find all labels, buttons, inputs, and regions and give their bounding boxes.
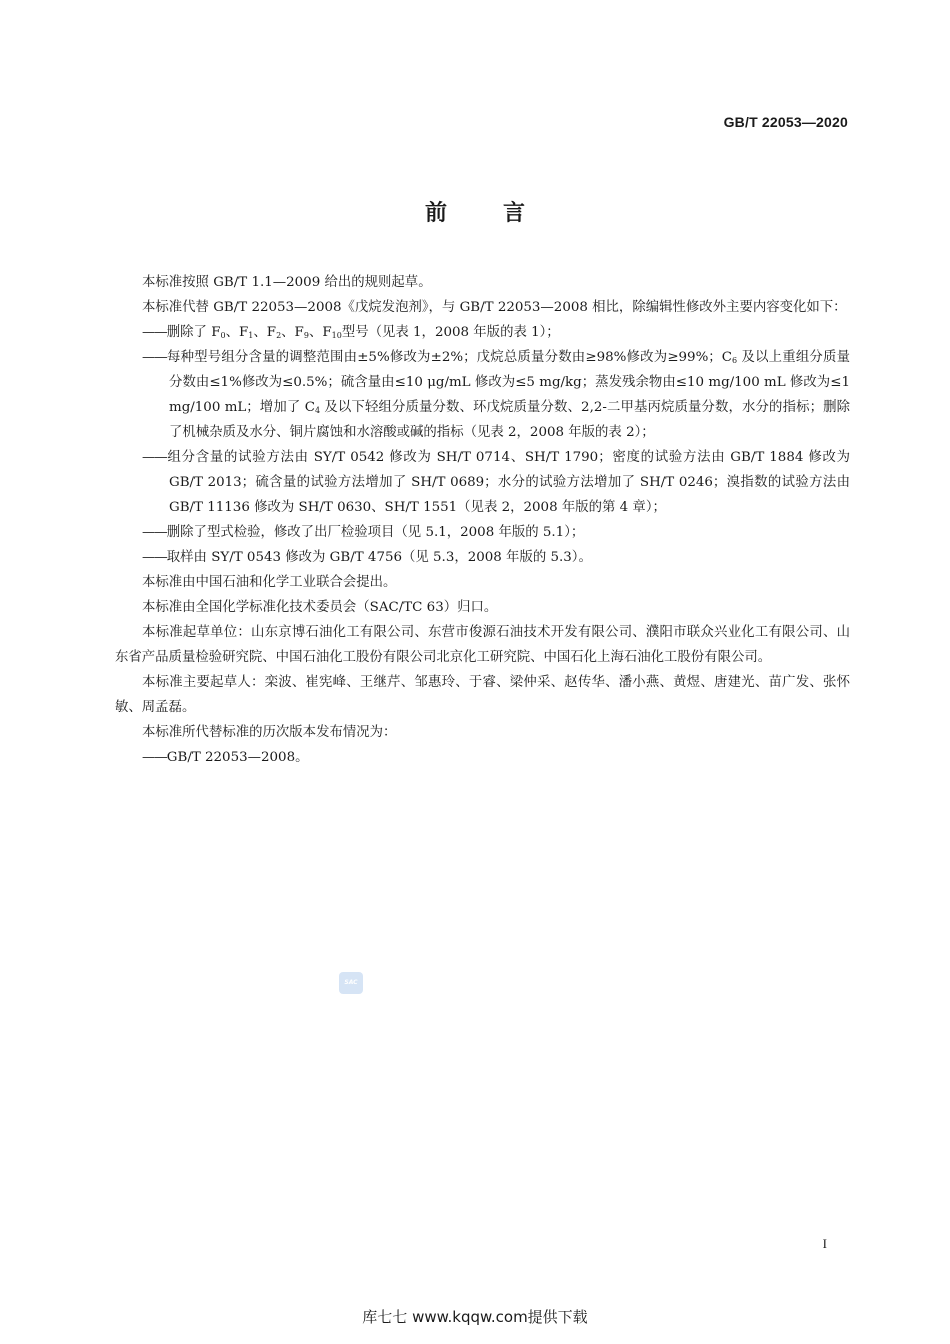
title-char-2: 言 bbox=[503, 201, 526, 226]
dash-marker: —— bbox=[142, 550, 167, 565]
dash-marker: —— bbox=[142, 525, 167, 540]
change-item-4: ——删除了型式检验，修改了出厂检验项目（见 5.1，2008 年版的 5.1）； bbox=[142, 525, 585, 540]
standard-number: GB/T 22053—2020 bbox=[723, 114, 848, 130]
paragraph-replacement: 本标准代替 GB/T 22053—2008《戊烷发泡剂》，与 GB/T 22053—2008 相比，除编辑性修改外主要内容变化如下： bbox=[142, 300, 847, 315]
history-item-1: ——GB/T 22053—2008。 bbox=[142, 750, 309, 765]
change-item-3: ——组分含量的试验方法由 SY/T 0542 修改为 SH/T 0714、SH/T 1790；密度的试验方法由 GB/T 1884 修改为 GB/T 2013；硫含量的试验方法增加了 SH/T 0689；水分的试验方法增加了 SH/T 0246；溴指数的试验方法由 GB/T 11136 修改为 SH/T 0630、SH/T 1551（见表 2，2008 年版的第 4 章）； bbox=[142, 450, 850, 515]
dash-marker: —— bbox=[142, 750, 167, 765]
page-number: I bbox=[822, 1236, 827, 1251]
dash-marker: —— bbox=[142, 350, 167, 365]
paragraph-committee: 本标准由全国化学标准化技术委员会（SAC/TC 63）归口。 bbox=[142, 600, 498, 615]
change-item-5: ——取样由 SY/T 0543 修改为 GB/T 4756（见 5.3，2008 年版的 5.3）。 bbox=[142, 550, 592, 565]
title-char-1: 前 bbox=[424, 201, 447, 226]
dash-marker: —— bbox=[142, 325, 167, 340]
paragraph-history: 本标准所代替标准的历次版本发布情况为： bbox=[142, 725, 397, 740]
download-footer: 库七七 www.kqqw.com提供下载 bbox=[362, 1308, 588, 1326]
paragraph-proposer: 本标准由中国石油和化学工业联合会提出。 bbox=[142, 575, 397, 590]
sac-logo-watermark-icon: SAC bbox=[339, 972, 363, 994]
change-item-2: ——每种型号组分含量的调整范围由±5%修改为±2%；戊烷总质量分数由≥98%修改为≥99%；$C_6$ 及以上重组分质量分数由≤1%修改为≤0.5%；硫含量由≤10 μg/mL 修改为≤5 mg/kg；蒸发残余物由≤10 mg/100 mL 修改为≤1 mg/100 mL；增加了 $C_4$ 及以下轻组分质量分数、环戊烷质量分数、2,2-二甲基丙烷质量分数，水分的指标；删除了机械杂质及水分、铜片腐蚀和水溶酸或碱的指标（见表 2，2008 年版的表 2）； bbox=[142, 350, 850, 440]
paragraph-drafting-units: 本标准起草单位：山东京博石油化工有限公司、东营市俊源石油技术开发有限公司、濮阳市联众兴业化工有限公司、山东省产品质量检验研究院、中国石油化工股份有限公司北京化工研究院、中国石化上海石油化工股份有限公司。 bbox=[115, 625, 850, 665]
paragraph-drafters: 本标准主要起草人：栾波、崔宪峰、王继芹、邹惠玲、于睿、梁仲采、赵传华、潘小燕、黄煜、唐建光、苗广发、张怀敏、周孟磊。 bbox=[115, 675, 850, 715]
dash-marker: —— bbox=[142, 450, 167, 465]
paragraph-drafting-rules: 本标准按照 GB/T 1.1—2009 给出的规则起草。 bbox=[142, 275, 432, 290]
foreword-body bbox=[115, 270, 850, 770]
page-title bbox=[0, 196, 950, 227]
change-item-1: ——删除了 $F_0$、$F_1$、$F_2$、$F_9$、$F_{10}$型号（见表 1，2008 年版的表 1）； bbox=[142, 325, 560, 340]
